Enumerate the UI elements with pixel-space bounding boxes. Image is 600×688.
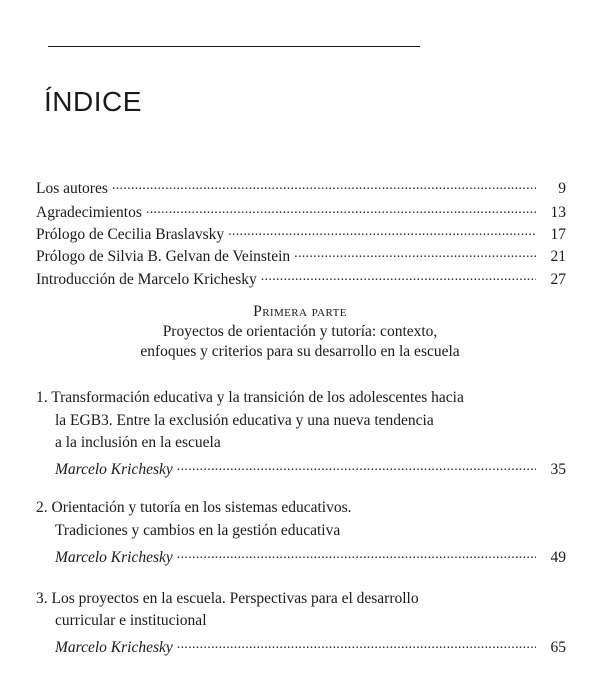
chapter-page: 65 (550, 638, 566, 656)
chapter-author: Marcelo Krichesky (55, 638, 173, 656)
toc-entry-prologo-gelvan (36, 245, 566, 264)
dot-leader (177, 546, 536, 562)
chapter-1-title-line-2: la EGB3. Entre la exclusión educativa y una nueva tendencia (55, 412, 434, 429)
dot-leader (228, 223, 536, 239)
top-rule (48, 46, 420, 47)
chapter-2-title-line-1: 2. Orientación y tutoría en los sistemas educativos. (36, 499, 352, 516)
toc-entry-label: Introducción de Marcelo Krichesky (36, 270, 257, 288)
toc-entry-page: 17 (550, 225, 566, 243)
chapter-author: Marcelo Krichesky (55, 460, 173, 478)
toc-entry-label: Agradecimientos (36, 203, 142, 221)
dot-leader (146, 201, 536, 217)
chapter-3-title-line-2: curricular e institucional (55, 612, 207, 629)
toc-entry-agradecimientos (36, 201, 566, 220)
chapter-1-title-line-1: 1. Transformación educativa y la transición de los adolescentes hacia (36, 389, 464, 406)
chapter-author: Marcelo Krichesky (55, 548, 173, 566)
toc-entry-page: 13 (550, 203, 566, 221)
dot-leader (177, 458, 536, 474)
toc-entry-page: 21 (550, 247, 566, 265)
chapter-2-title-line-2: Tradiciones y cambios en la gestión educativa (55, 522, 341, 539)
page-title: ÍNDICE (44, 86, 142, 117)
chapter-3-author-row (55, 636, 566, 655)
dot-leader (294, 245, 536, 261)
dot-leader (177, 636, 536, 652)
toc-entry-label: Prólogo de Cecilia Braslavsky (36, 225, 225, 243)
toc-entry-label: Los autores (36, 179, 108, 197)
dot-leader (261, 268, 536, 284)
dot-leader (112, 177, 536, 193)
chapter-3-title-line-1: 3. Los proyectos en la escuela. Perspectivas para el desarrollo (36, 590, 419, 607)
chapter-2-author-row (55, 546, 566, 565)
part-subtitle-line-2: enfoques y criterios para su desarrollo en la escuela (140, 343, 460, 360)
toc-entry-page: 27 (550, 270, 566, 288)
toc-entry-page: 9 (558, 179, 566, 197)
toc-entry-prologo-braslavsky (36, 223, 566, 242)
part-label: Primera parte (253, 303, 347, 320)
chapter-page: 49 (550, 548, 566, 566)
toc-entry-introduccion (36, 268, 566, 287)
chapter-page: 35 (550, 460, 566, 478)
chapter-1-title-line-3: a la inclusión en la escuela (55, 434, 221, 451)
toc-entry-label: Prólogo de Silvia B. Gelvan de Veinstein (36, 247, 291, 265)
toc-entry-los-autores (36, 177, 566, 196)
chapter-1-author-row (55, 458, 566, 477)
part-subtitle-line-1: Proyectos de orientación y tutoría: contexto, (162, 323, 438, 340)
